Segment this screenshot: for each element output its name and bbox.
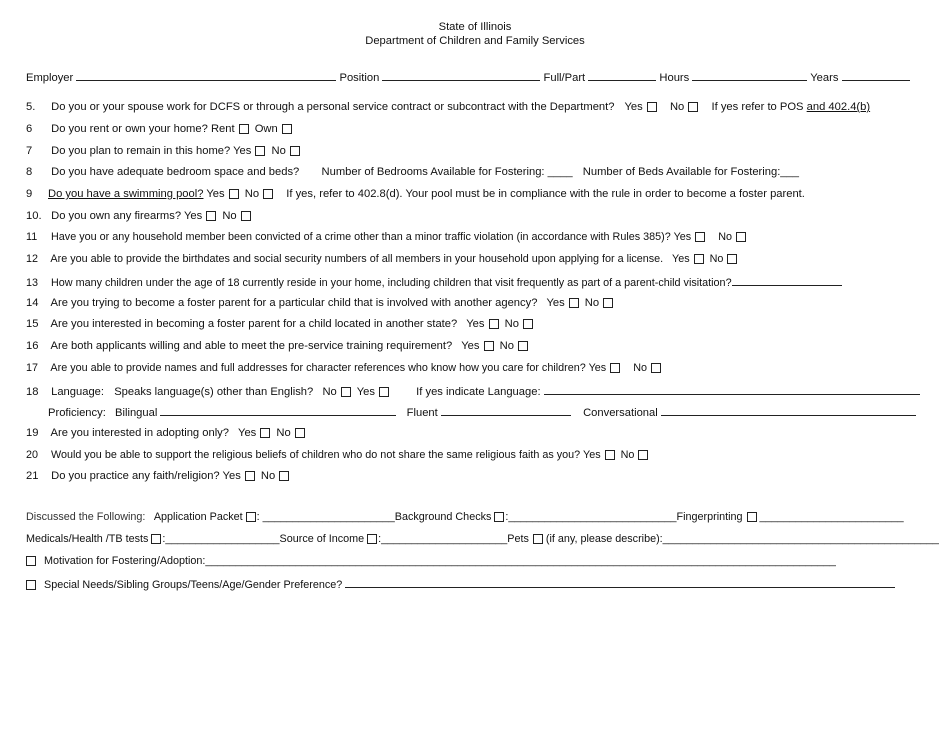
refer-rule-text: and 402.4(b)	[806, 101, 871, 113]
question-text: Would you be able to support the religious beliefs of children who do not share the same religious faith as you?	[51, 449, 581, 461]
yes-label: Yes	[183, 210, 203, 222]
conversational-label: Conversational	[583, 407, 658, 419]
no-checkbox[interactable]	[638, 450, 648, 460]
yes-checkbox[interactable]	[695, 232, 705, 242]
employment-row	[26, 70, 910, 84]
no-checkbox[interactable]	[263, 189, 273, 199]
hours-label: Hours	[659, 72, 690, 84]
question-8	[26, 166, 799, 178]
yes-checkbox[interactable]	[569, 298, 579, 308]
question-text: Are both applicants willing and able to meet the pre-service training requirement?	[50, 340, 453, 352]
hours-field[interactable]	[692, 70, 807, 81]
conversational-field[interactable]	[661, 405, 916, 416]
yes-checkbox[interactable]	[206, 211, 216, 221]
question-15	[26, 318, 536, 330]
no-checkbox[interactable]	[518, 341, 528, 351]
question-text: Do you practice any faith/religion?	[51, 470, 220, 482]
yes-checkbox[interactable]	[605, 450, 615, 460]
background-checks-checkbox[interactable]	[494, 512, 504, 522]
no-label: No	[584, 297, 600, 309]
no-label: No	[244, 188, 260, 200]
bilingual-label: Bilingual	[115, 407, 158, 419]
yes-label: Yes	[672, 253, 690, 265]
question-text: Do you or your spouse work for DCFS or through a personal service contract or subcontract with the Department?	[51, 101, 615, 113]
no-label: No	[322, 386, 337, 398]
bedrooms-text: Number of Bedrooms Available for Fostering: ____	[321, 166, 573, 178]
question-text: Do you rent or own your home?	[51, 123, 208, 135]
rent-checkbox[interactable]	[239, 124, 249, 134]
question-16	[26, 340, 531, 352]
question-number: 13	[26, 277, 39, 289]
fluent-label: Fluent	[406, 407, 438, 419]
application-packet-checkbox[interactable]	[246, 512, 256, 522]
language-label: Language:	[51, 386, 104, 398]
yes-checkbox[interactable]	[229, 189, 239, 199]
motivation-checkbox[interactable]	[26, 556, 36, 566]
no-checkbox[interactable]	[341, 387, 351, 397]
employer-label: Employer	[26, 72, 74, 84]
years-field[interactable]	[842, 70, 910, 81]
question-14	[26, 297, 616, 309]
special-needs-field[interactable]	[345, 577, 895, 588]
medicals-line: :___________________	[162, 533, 280, 545]
question-19	[26, 427, 308, 439]
yes-checkbox[interactable]	[484, 341, 494, 351]
question-11	[26, 231, 749, 243]
no-label: No	[504, 318, 519, 330]
background-checks-line: :____________________________	[505, 511, 677, 523]
pets-line: (if any, please describe):______________________________________________	[545, 533, 939, 545]
question-9	[26, 188, 805, 200]
no-checkbox[interactable]	[241, 211, 251, 221]
question-number: 14	[26, 297, 39, 309]
question-text: Do you plan to remain in this home?	[51, 145, 231, 157]
question-number: 8	[26, 166, 33, 178]
motivation-label: Motivation for Fostering/Adoption:_________________________________________________________________________________________________________	[44, 555, 836, 567]
no-checkbox[interactable]	[290, 146, 300, 156]
yes-label: Yes	[356, 386, 375, 398]
indicate-language-label: If yes indicate Language:	[416, 386, 541, 398]
department-title: Department of Children and Family Services	[365, 35, 585, 47]
no-checkbox[interactable]	[279, 471, 289, 481]
yes-label: Yes	[673, 231, 692, 243]
no-label: No	[271, 145, 286, 157]
application-packet-label: Application Packet	[153, 511, 243, 523]
fullpart-label: Full/Part	[543, 72, 586, 84]
yes-label: Yes	[624, 101, 643, 113]
no-checkbox[interactable]	[727, 254, 737, 264]
yes-checkbox[interactable]	[245, 471, 255, 481]
children-count-field[interactable]	[732, 275, 842, 286]
background-checks-label: Background Checks	[394, 511, 492, 523]
question-number: 5.	[26, 101, 36, 113]
fingerprinting-label: Fingerprinting	[676, 511, 743, 523]
no-label: No	[669, 101, 685, 113]
yes-label: Yes	[233, 145, 252, 157]
no-label: No	[620, 449, 635, 461]
question-number: 18	[26, 386, 39, 398]
no-label: No	[718, 231, 733, 243]
question-number: 19	[26, 427, 39, 439]
special-needs-checkbox[interactable]	[26, 580, 36, 590]
question-text: Do you have a swimming pool?	[48, 188, 204, 200]
no-checkbox[interactable]	[688, 102, 698, 112]
form-header	[0, 20, 950, 48]
question-text: Do you own any firearms?	[51, 210, 182, 222]
yes-label: Yes	[582, 449, 601, 461]
question-text: Are you able to provide the birthdates and social security numbers of all members in your household upon applying for a license.	[50, 253, 664, 265]
state-title: State of Illinois	[438, 21, 512, 33]
yes-checkbox[interactable]	[260, 428, 270, 438]
question-text: How many children under the age of 18 currently reside in your home, including children that visit frequently as part of a parent-child visitation?	[51, 277, 732, 289]
question-number: 10.	[26, 210, 42, 222]
rent-label: Rent	[210, 123, 235, 135]
discussed-label: Discussed the Following:	[26, 511, 146, 523]
question-number: 12	[26, 253, 39, 265]
fluent-field[interactable]	[441, 405, 571, 416]
discussed-row-2	[26, 533, 939, 545]
medicals-checkbox[interactable]	[151, 534, 161, 544]
yes-checkbox[interactable]	[379, 387, 389, 397]
pets-checkbox[interactable]	[533, 534, 543, 544]
question-7	[26, 145, 303, 157]
no-label: No	[260, 470, 276, 482]
position-field[interactable]	[382, 70, 540, 81]
question-17	[26, 362, 664, 374]
no-label: No	[709, 253, 724, 265]
yes-label: Yes	[546, 297, 565, 309]
no-checkbox[interactable]	[295, 428, 305, 438]
employer-field[interactable]	[76, 70, 336, 81]
source-of-income-checkbox[interactable]	[367, 534, 377, 544]
no-label: No	[222, 210, 237, 222]
question-number: 7	[26, 145, 33, 157]
question-number: 11	[26, 231, 38, 243]
question-number: 20	[26, 449, 39, 461]
no-checkbox[interactable]	[523, 319, 533, 329]
yes-label: Yes	[238, 427, 257, 439]
refer-text: If yes refer to POS	[711, 101, 804, 113]
question-text: Speaks language(s) other than English?	[114, 386, 314, 398]
special-needs-label: Special Needs/Sibling Groups/Teens/Age/Gender Preference?	[44, 579, 343, 591]
yes-label: Yes	[588, 362, 607, 374]
no-checkbox[interactable]	[736, 232, 746, 242]
question-text: Are you able to provide names and full addresses for character references who know how you care for children?	[50, 362, 586, 374]
fingerprinting-checkbox[interactable]	[747, 512, 757, 522]
motivation-row	[26, 555, 836, 567]
yes-checkbox[interactable]	[694, 254, 704, 264]
question-6	[26, 123, 295, 135]
question-13	[26, 275, 842, 289]
fullpart-field[interactable]	[588, 70, 656, 81]
question-number: 21	[26, 470, 39, 482]
special-needs-row	[26, 577, 895, 591]
yes-checkbox[interactable]	[610, 363, 620, 373]
question-10	[26, 210, 254, 222]
question-5	[26, 101, 870, 113]
years-label: Years	[810, 72, 839, 84]
proficiency-label: Proficiency:	[48, 407, 106, 419]
question-18	[26, 384, 920, 398]
no-label: No	[499, 340, 514, 352]
refer-text: If yes, refer to 402.8(d). Your pool must be in compliance with the rule in order to become a foster parent.	[286, 188, 805, 200]
question-21	[26, 470, 292, 482]
question-text: Are you interested in adopting only?	[50, 427, 229, 439]
no-checkbox[interactable]	[651, 363, 661, 373]
yes-label: Yes	[206, 188, 225, 200]
source-of-income-label: Source of Income	[279, 533, 365, 545]
bilingual-field[interactable]	[160, 405, 396, 416]
question-number: 15	[26, 318, 39, 330]
question-text: Are you interested in becoming a foster parent for a child located in another state?	[50, 318, 458, 330]
application-packet-line: : ______________________	[256, 511, 395, 523]
language-field[interactable]	[544, 384, 920, 395]
position-label: Position	[339, 72, 380, 84]
discussed-row-1	[26, 511, 904, 523]
proficiency-row	[48, 405, 916, 419]
beds-text: Number of Beds Available for Fostering:___	[582, 166, 799, 178]
question-20	[26, 449, 651, 461]
source-of-income-line: :_____________________	[378, 533, 508, 545]
no-label: No	[633, 362, 647, 374]
question-number: 17	[26, 362, 39, 374]
yes-label: Yes	[461, 340, 480, 352]
no-label: No	[276, 427, 291, 439]
question-number: 9	[26, 188, 33, 200]
medicals-label: Medicals/Health /TB tests	[26, 533, 149, 545]
yes-label: Yes	[222, 470, 241, 482]
no-checkbox[interactable]	[603, 298, 613, 308]
yes-checkbox[interactable]	[647, 102, 657, 112]
own-checkbox[interactable]	[282, 124, 292, 134]
own-label: Own	[254, 123, 278, 135]
yes-checkbox[interactable]	[489, 319, 499, 329]
question-number: 16	[26, 340, 39, 352]
question-text: Are you trying to become a foster parent for a particular child that is involved with another agency?	[50, 297, 538, 309]
question-text: Have you or any household member been convicted of a crime other than a minor traffic violation (in accordance with Rules 385)?	[51, 231, 671, 243]
yes-label: Yes	[466, 318, 485, 330]
yes-checkbox[interactable]	[255, 146, 265, 156]
question-number: 6	[26, 123, 33, 135]
fingerprinting-line: ________________________	[759, 511, 904, 523]
question-text: Do you have adequate bedroom space and beds?	[51, 166, 300, 178]
pets-label: Pets	[507, 533, 529, 545]
question-12	[26, 253, 740, 265]
